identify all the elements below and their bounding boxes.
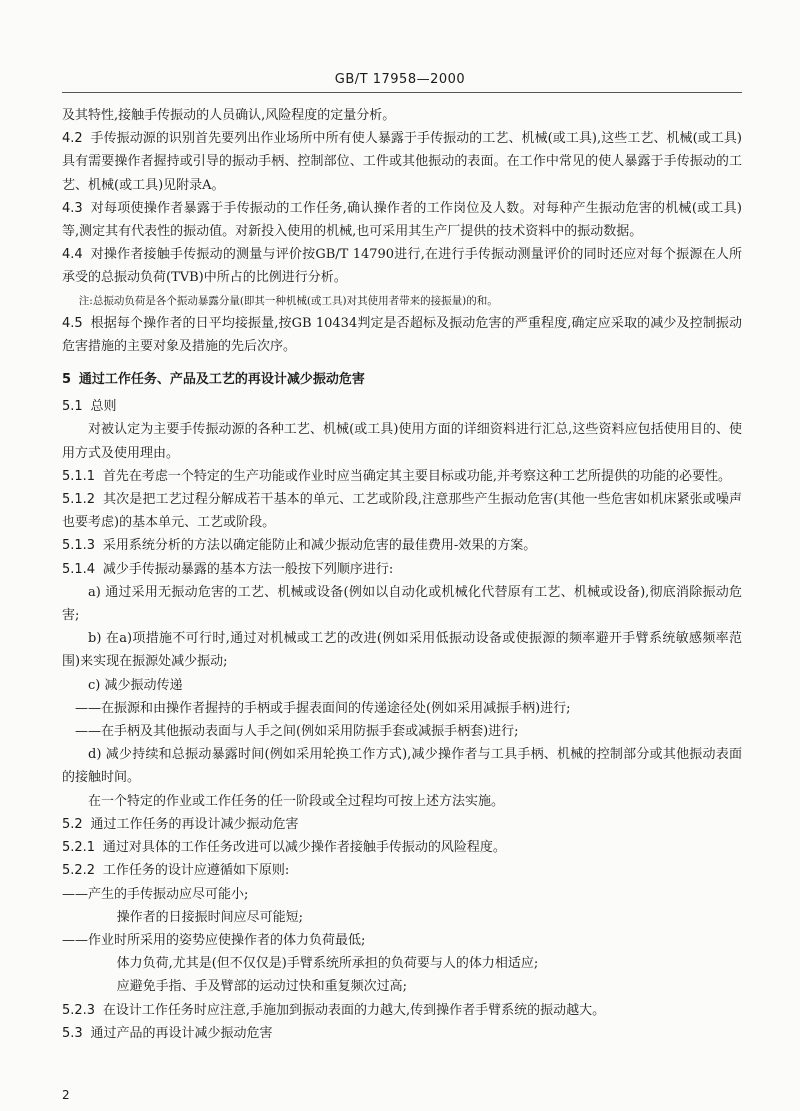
clause-number: 4.4 [62, 247, 83, 263]
principle-dash-1: ——产生的手传振动应尽可能小; [62, 886, 249, 902]
clause-5-2-2 [62, 859, 742, 882]
clause-5-1-4 [62, 558, 742, 581]
list-item-b: b) 在a)项措施不可行时,通过对机械或工艺的改进(例如采用低振动设备或使振源的频率避开手臂系统敏感频率范围)来实现在振源处减少振动; [62, 631, 742, 670]
clause-number: 5.2.1 [62, 840, 96, 856]
list-item-a: a) 通过采用无振动危害的工艺、机械或设备(例如以自动化或机械化代替原有工艺、机械或设备),彻底消除振动危害; [62, 584, 742, 624]
clause-title: 总则 [90, 399, 117, 415]
principle-dash-2-cont-1: 体力负荷,尤其是(但不仅仅是)手臂系统所承担的负荷要与人的体力相适应; [116, 956, 539, 972]
list-item-c: c) 减少振动传递 [88, 677, 183, 693]
principle-dash-2-cont-2: 应避免手指、手及臂部的运动过快和重复频次过高; [116, 979, 407, 995]
paragraph-continuation: 及其特性,接触手传振动的人员确认,风险程度的定量分析。 [62, 108, 396, 123]
clause-number: 5.2.3 [62, 1002, 96, 1018]
clause-text: 在设计工作任务时应注意,手施加到振动表面的力越大,传到操作者手臂系统的振动越大。 [102, 1002, 606, 1018]
clause-number: 5.2 [62, 816, 83, 832]
clause-number: 4.5 [62, 315, 83, 331]
principle-dash-1-cont: 操作者的日接振时间应尽可能短; [116, 909, 303, 925]
clause-text: 手传振动源的识别首先要列出作业场所中所有使人暴露于手传振动的工艺、机械(或工具),这些工艺、机械(或工具)具有需要操作者握持或引导的振动手柄、控制部位、工件或其他振动的表面。在工作中常见的使人暴露于手传振动的工艺、机械(或工具)见附录A。 [62, 131, 742, 193]
clause-5-3-heading [62, 1022, 742, 1045]
clause-5-1-3 [62, 534, 742, 557]
clause-text: 采用系统分析的方法以确定能防止和减少振动危害的最佳费用-效果的方案。 [102, 538, 537, 554]
clause-5-1-2 [62, 488, 742, 534]
clause-number: 5.2.2 [62, 863, 96, 879]
clause-4-2 [62, 127, 742, 197]
clause-5-1-1 [62, 465, 742, 488]
section-5-heading [62, 368, 742, 391]
clause-title: 通过产品的再设计减少振动危害 [90, 1025, 273, 1041]
clause-number: 5.3 [62, 1025, 83, 1041]
clause-4-5 [62, 312, 742, 358]
clause-number: 5.1 [62, 399, 83, 415]
clause-text: 工作任务的设计应遵循如下原则: [102, 863, 290, 879]
header-rule [62, 92, 742, 93]
section-title: 通过工作任务、产品及工艺的再设计减少振动危害 [78, 372, 365, 388]
clause-number: 5.1.4 [62, 561, 96, 577]
clause-4-4 [62, 243, 742, 289]
clause-number: 5.1.1 [62, 468, 96, 484]
list-item-d: d) 减少持续和总振动暴露时间(例如采用轮换工作方式),减少操作者与工具手柄、机械的控制部分或其他振动表面的接触时间。 [62, 747, 742, 786]
document-body [62, 104, 742, 1045]
clause-text: 通过对具体的工作任务改进可以减少操作者接触手传振动的风险程度。 [102, 840, 506, 856]
list-item-c-dash-2: ——在手柄及其他振动表面与人手之间(例如采用防振手套或减振手柄套)进行; [75, 724, 519, 740]
clause-number: 5.1.3 [62, 538, 96, 554]
clause-title: 通过工作任务的再设计减少振动危害 [90, 816, 299, 832]
clause-5-2-3 [62, 999, 742, 1022]
clause-5-2-heading [62, 813, 742, 836]
clause-text: 首先在考虑一个特定的生产功能或作业时应当确定其主要目标或功能,并考察这种工艺所提供的功能的必要性。 [102, 468, 732, 484]
clause-number: 4.2 [62, 131, 83, 147]
clause-text: 对每项使操作者暴露于手传振动的工作任务,确认操作者的工作岗位及人数。对每种产生振动危害的机械(或工具)等,测定其有代表性的振动值。对新投入使用的机械,也可采用其生产厂提供的技术资料中的振动数据。 [62, 200, 742, 240]
clause-text: 对操作者接触手传振动的测量与评价按GB/T 14790进行,在进行手传振动测量评价的同时还应对每个振源在人所承受的总振动负荷(TVB)中所占的比例进行分析。 [62, 247, 742, 286]
section-number: 5 [62, 372, 72, 388]
page-header-standard-number: GB/T 17958—2000 [334, 72, 466, 87]
clause-text: 根据每个操作者的日平均接振量,按GB 10434判定是否超标及振动危害的严重程度,确定应采取的减少及控制振动危害措施的主要对象及措施的先后次序。 [62, 315, 742, 354]
clause-4-3 [62, 197, 742, 243]
clause-text: 减少手传振动暴露的基本方法一般按下列顺序进行: [102, 561, 394, 577]
list-item-c-dash-1: ——在振源和由操作者握持的手柄或手握表面间的传递途径处(例如采用减振手柄)进行; [75, 700, 571, 716]
page-number: 2 [62, 1088, 70, 1102]
principle-dash-2: ——作业时所采用的姿势应使操作者的体力负荷最低; [62, 932, 366, 948]
clause-5-2-1 [62, 836, 742, 859]
clause-number: 5.1.2 [62, 492, 96, 508]
clause-5-1-heading [62, 395, 742, 418]
note: 注:总振动负荷是各个振动暴露分量(即其一种机械(或工具)对其使用者带来的接振量)的和。 [78, 294, 498, 307]
clause-number: 4.3 [62, 200, 83, 216]
clause-5-1-text: 对被认定为主要手传振动源的各种工艺、机械(或工具)使用方面的详细资料进行汇总,这些资料应包括使用目的、使用方式及使用理由。 [62, 422, 742, 461]
clause-5-1-4-closing: 在一个特定的作业或工作任务的任一阶段或全过程均可按上述方法实施。 [88, 793, 505, 809]
clause-text: 其次是把工艺过程分解成若干基本的单元、工艺或阶段,注意那些产生振动危害(其他一些危害如机床紧张或噪声也要考虑)的基本单元、工艺或阶段。 [62, 492, 742, 531]
